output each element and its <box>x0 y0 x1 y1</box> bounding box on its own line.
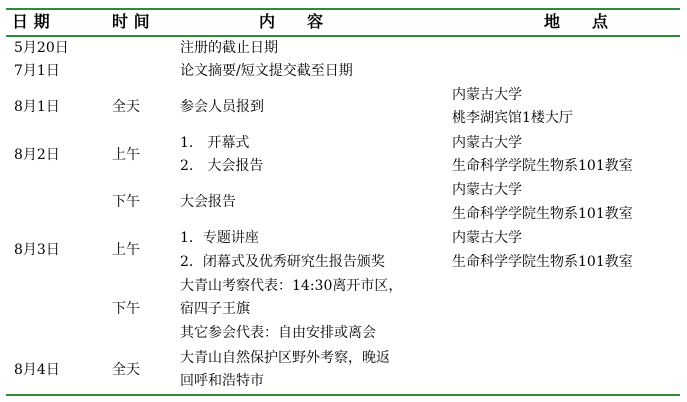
row-content-line: 2．闭幕式及优秀研究生报告颁奖 <box>180 254 385 270</box>
row-date: 8月2日 <box>14 147 60 163</box>
row-content-line: 参会人员报到 <box>180 99 264 115</box>
row-content-line: 论文摘要/短文提交截至日期 <box>180 63 353 79</box>
row-date: 8月3日 <box>14 242 60 258</box>
row-place-line: 生命科学学院生物系101教室 <box>452 206 633 222</box>
header-content: 内 容 <box>259 12 324 31</box>
row-content-line: 2. 大会报告 <box>180 158 264 174</box>
row-date: 8月1日 <box>14 99 60 115</box>
row-time: 下午 <box>112 301 140 317</box>
row-place-line: 内蒙古大学 <box>452 87 522 103</box>
row-place-line: 生命科学学院生物系101教室 <box>452 158 633 174</box>
row-content-line: 1. 开幕式 <box>180 135 250 151</box>
row-content-line: 大青山考察代表：14:30离开市区， <box>180 278 403 294</box>
table-bottom-rule <box>6 394 680 396</box>
row-content-line: 大青山自然保护区野外考察，晚返 <box>180 350 390 366</box>
table-header-rule <box>6 35 680 37</box>
header-place: 地 点 <box>544 12 609 31</box>
row-date: 7月1日 <box>14 63 60 79</box>
row-date: 8月4日 <box>14 362 60 378</box>
row-time: 全天 <box>112 362 140 378</box>
row-content-line: 其它参会代表：自由安排或离会 <box>180 325 376 341</box>
row-time: 全天 <box>112 99 140 115</box>
header-time: 时 间 <box>112 12 150 31</box>
row-time: 上午 <box>112 147 140 163</box>
row-content-line: 宿四子王旗 <box>180 301 250 317</box>
row-content-line: 大会报告 <box>180 194 236 210</box>
header-date: 日 期 <box>12 12 50 31</box>
row-place-line: 生命科学学院生物系101教室 <box>452 254 633 270</box>
row-place-line: 内蒙古大学 <box>452 182 522 198</box>
row-content-line: 1．专题讲座 <box>180 230 259 246</box>
row-time: 下午 <box>112 194 140 210</box>
row-place-line: 内蒙古大学 <box>452 230 522 246</box>
row-time: 上午 <box>112 242 140 258</box>
row-content-line: 回呼和浩特市 <box>180 373 264 389</box>
schedule-table <box>6 8 680 396</box>
row-content-line: 注册的截止日期 <box>180 40 278 56</box>
row-place-line: 内蒙古大学 <box>452 135 522 151</box>
row-date: 5月20日 <box>14 40 69 56</box>
row-place-line: 桃李湖宾馆1楼大厅 <box>452 110 573 126</box>
